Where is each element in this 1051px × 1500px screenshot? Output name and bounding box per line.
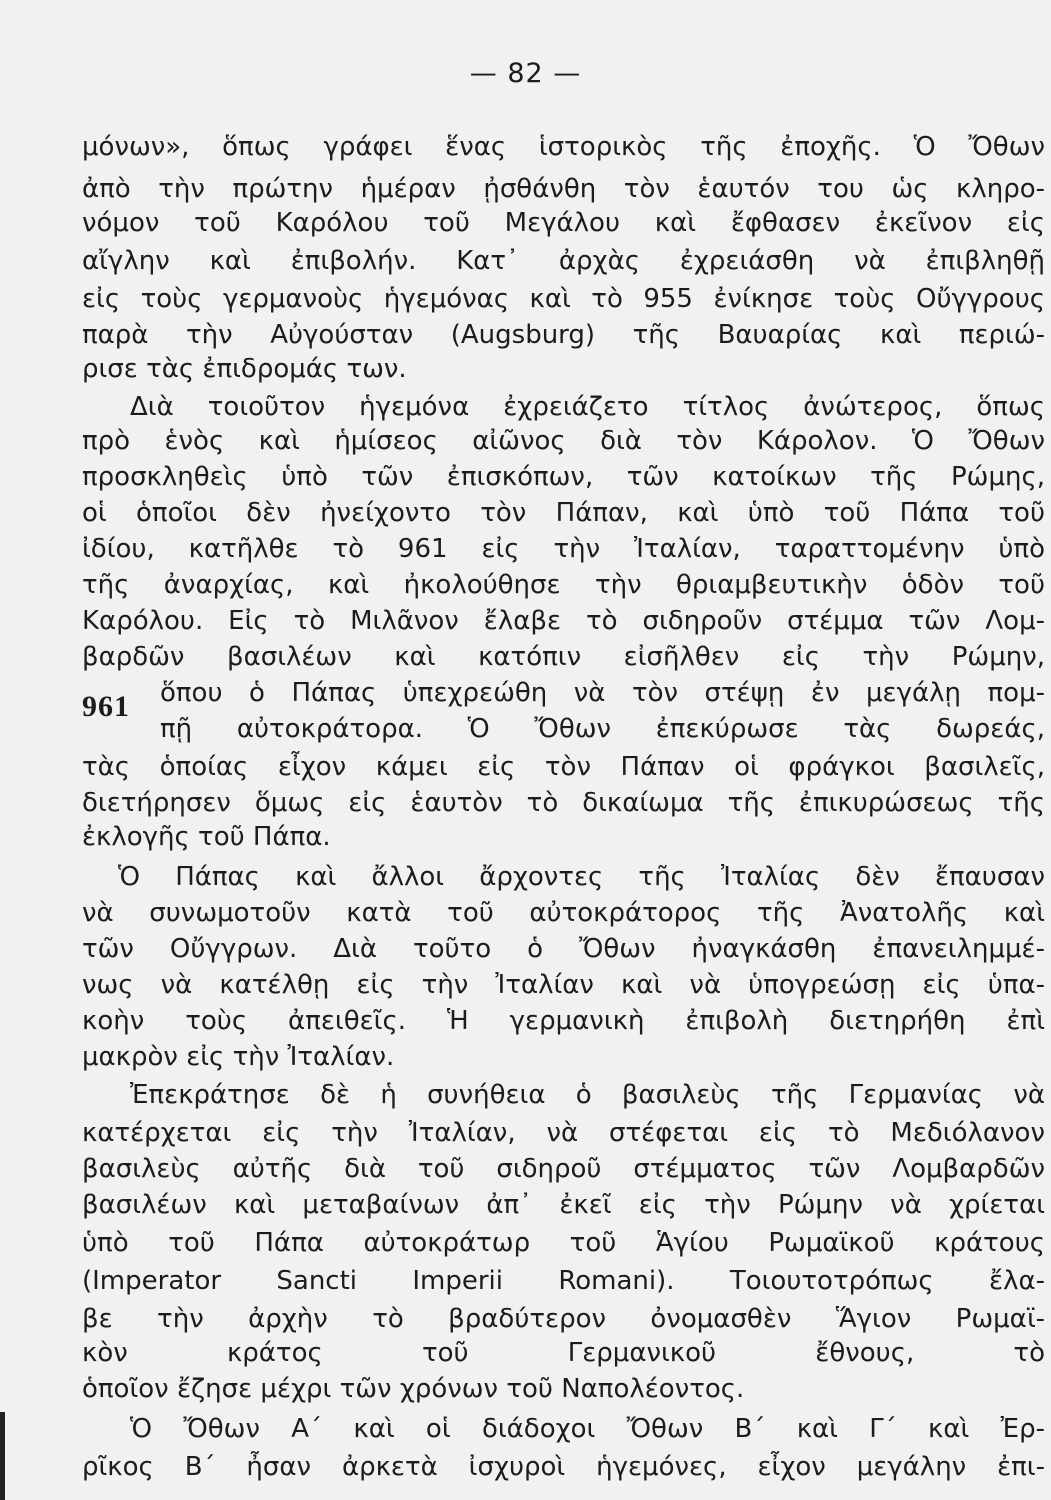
text-line: Ἐπεκράτησε δὲ ἡ συνήθεια ὁ βασιλεὺς τῆς Γερμανίας νὰ xyxy=(130,1080,1045,1110)
text-line: μακρὸν εἰς τὴν Ἰταλίαν. xyxy=(82,1042,395,1072)
text-line: νως νὰ κατέλθῃ εἰς τὴν Ἰταλίαν καὶ νὰ ὑπογρεώσῃ εἰς ὑπα- xyxy=(82,970,1045,1000)
text-line: πρὸ ἑνὸς καὶ ἡμίσεος αἰῶνος διὰ τὸν Κάρολον. Ὁ Ὄθων xyxy=(82,426,1045,456)
text-line: τῶν Οὔγγρων. Διὰ τοῦτο ὁ Ὄθων ἠναγκάσθη ἐπανειλημμέ- xyxy=(82,934,1045,964)
text-line: προσκληθεὶς ὑπὸ τῶν ἐπισκόπων, τῶν κατοίκων τῆς Ρώμης, xyxy=(82,462,1045,492)
text-line: ἐκλογῆς τοῦ Πάπα. xyxy=(82,822,331,852)
text-line: οἱ ὁποῖοι δὲν ἠνείχοντο τὸν Πάπαν, καὶ ὑπὸ τοῦ Πάπα τοῦ xyxy=(82,498,1045,528)
text-line: διετήρησεν ὅμως εἰς ἑαυτὸν τὸ δικαίωμα τῆς ἐπικυρώσεως τῆς xyxy=(82,788,1045,818)
text-line: εἰς τοὺς γερμανοὺς ἡγεμόνας καὶ τὸ 955 ἐνίκησε τοὺς Οὔγγρους xyxy=(82,284,1045,314)
text-line: νὰ συνωμοτοῦν κατὰ τοῦ αὐτοκράτορος τῆς Ἀνατολῆς καὶ xyxy=(82,898,1045,928)
text-line: ἀπὸ τὴν πρώτην ἡμέραν ᾐσθάνθη τὸν ἑαυτόν του ὡς κληρο- xyxy=(82,174,1045,204)
text-line: αἴγλην καὶ ἐπιβολήν. Κατ᾽ ἀρχὰς ἐχρειάσθη νὰ ἐπιβληθῇ xyxy=(82,246,1045,276)
text-line: πῇ αὐτοκράτορα. Ὁ Ὄθων ἐπεκύρωσε τὰς δωρεάς, xyxy=(160,714,1045,744)
binding-mark xyxy=(0,1412,5,1500)
page-number: — 82 — xyxy=(469,58,582,89)
text-line: ὅπου ὁ Πάπας ὑπεχρεώθη νὰ τὸν στέψῃ ἐν μεγάλῃ πομ- xyxy=(160,678,1045,708)
margin-note-year: 961 xyxy=(82,690,130,723)
text-line: βασιλέων καὶ μεταβαίνων ἀπ᾽ ἐκεῖ εἰς τὴν Ρώμην νὰ χρίεται xyxy=(82,1190,1045,1220)
text-line: κὸν κράτος τοῦ Γερμανικοῦ ἔθνους, τὸ xyxy=(82,1338,1045,1368)
text-line: κοὴν τοὺς ἀπειθεῖς. Ἡ γερμανικὴ ἐπιβολὴ διετηρήθη ἐπὶ xyxy=(82,1006,1045,1036)
text-line: ρῖκος Β΄ ἦσαν ἀρκετὰ ἰσχυροὶ ἡγεμόνες, εἶχον μεγάλην ἐπι- xyxy=(82,1452,1045,1482)
text-line: βασιλεὺς αὐτῆς διὰ τοῦ σιδηροῦ στέμματος τῶν Λομβαρδῶν xyxy=(82,1154,1045,1184)
text-line: Διὰ τοιοῦτον ἡγεμόνα ἐχρειάζετο τίτλος ἀνώτερος, ὅπως xyxy=(130,392,1045,422)
text-line: Καρόλου. Εἰς τὸ Μιλᾶνον ἔλαβε τὸ σιδηροῦν στέμμα τῶν Λομ- xyxy=(82,606,1045,636)
text-line: τὰς ὁποίας εἶχον κάμει εἰς τὸν Πάπαν οἱ φράγκοι βασιλεῖς, xyxy=(82,752,1045,782)
text-line: τῆς ἀναρχίας, καὶ ἠκολούθησε τὴν θριαμβευτικὴν ὁδὸν τοῦ xyxy=(82,570,1045,600)
text-line: νόμον τοῦ Καρόλου τοῦ Μεγάλου καὶ ἔφθασεν ἐκεῖνον εἰς xyxy=(82,208,1045,238)
text-line: βαρδῶν βασιλέων καὶ κατόπιν εἰσῆλθεν εἰς τὴν Ρώμην, xyxy=(82,642,1045,672)
text-line: βε τὴν ἀρχὴν τὸ βραδύτερον ὀνομασθὲν Ἅγιον Ρωμαϊ- xyxy=(82,1304,1045,1334)
text-line: (Imperator Sancti Imperii Romani). Τοιουτοτρόπως ἔλα- xyxy=(82,1266,1045,1296)
text-line: παρὰ τὴν Αὐγούσταν (Augsburg) τῆς Βαυαρίας καὶ περιώ- xyxy=(82,320,1045,350)
text-line: μόνων», ὅπως γράφει ἕνας ἱστορικὸς τῆς ἐποχῆς. Ὁ Ὄθων xyxy=(82,132,1045,162)
text-line: Ὁ Ὄθων Α΄ καὶ οἱ διάδοχοι Ὄθων Β΄ καὶ Γ΄ καὶ Ἐρ- xyxy=(130,1414,1045,1444)
text-line: ρισε τὰς ἐπιδρομάς των. xyxy=(82,354,407,384)
text-line: ὁποῖον ἔζησε μέχρι τῶν χρόνων τοῦ Ναπολέοντος. xyxy=(82,1374,745,1404)
text-line: Ὁ Πάπας καὶ ἄλλοι ἄρχοντες τῆς Ἰταλίας δὲν ἔπαυσαν xyxy=(118,862,1045,892)
text-line: κατέρχεται εἰς τὴν Ἰταλίαν, νὰ στέφεται εἰς τὸ Μεδιόλανον xyxy=(82,1118,1045,1148)
text-line: ἰδίου, κατῆλθε τὸ 961 εἰς τὴν Ἰταλίαν, ταραττομένην ὑπὸ xyxy=(82,534,1045,564)
text-line: ὑπὸ τοῦ Πάπα αὐτοκράτωρ τοῦ Ἁγίου Ρωμαϊκοῦ κράτους xyxy=(82,1228,1045,1258)
